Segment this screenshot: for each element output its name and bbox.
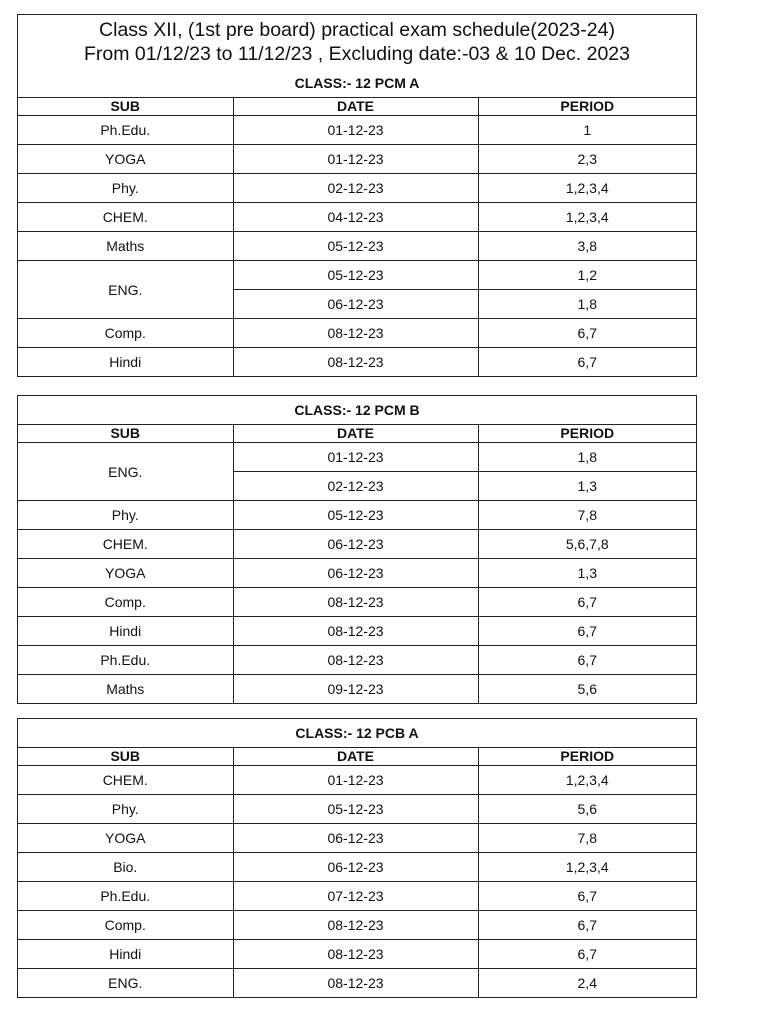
date-cell: 08-12-23 — [233, 969, 478, 998]
period-cell: 1,2,3,4 — [478, 766, 696, 795]
period-cell: 2,3 — [478, 145, 696, 174]
table-row — [18, 261, 696, 290]
table-row — [18, 911, 696, 940]
table-row — [18, 348, 696, 377]
table-row — [18, 501, 696, 530]
period-cell: 6,7 — [478, 646, 696, 675]
date-cell: 09-12-23 — [233, 675, 478, 704]
period-cell: 1,2 — [478, 261, 696, 290]
subject-cell: Bio. — [18, 853, 233, 882]
date-cell: 01-12-23 — [233, 145, 478, 174]
period-cell: 2,4 — [478, 969, 696, 998]
period-cell: 6,7 — [478, 882, 696, 911]
column-header-date: DATE — [233, 425, 478, 443]
subject-cell: Comp. — [18, 588, 233, 617]
table-row — [18, 559, 696, 588]
table-row — [18, 940, 696, 969]
table-row — [18, 203, 696, 232]
date-cell: 07-12-23 — [233, 882, 478, 911]
table-row — [18, 646, 696, 675]
period-cell: 1 — [478, 116, 696, 145]
schedule-block-pcm-a — [17, 14, 697, 377]
column-header-period: PERIOD — [478, 425, 696, 443]
subject-cell: Ph.Edu. — [18, 116, 233, 145]
period-cell: 1,3 — [478, 559, 696, 588]
subject-cell: Hindi — [18, 940, 233, 969]
subject-cell: CHEM. — [18, 766, 233, 795]
subject-cell: ENG. — [18, 261, 233, 319]
column-header-date: DATE — [233, 98, 478, 116]
class-header-row — [18, 69, 696, 98]
column-header-period: PERIOD — [478, 748, 696, 766]
date-cell: 05-12-23 — [233, 795, 478, 824]
table-row — [18, 824, 696, 853]
date-cell: 08-12-23 — [233, 646, 478, 675]
subject-cell: Comp. — [18, 911, 233, 940]
subject-cell: Maths — [18, 232, 233, 261]
date-cell: 08-12-23 — [233, 319, 478, 348]
subject-cell: Ph.Edu. — [18, 646, 233, 675]
subject-cell: Maths — [18, 675, 233, 704]
date-cell: 06-12-23 — [233, 530, 478, 559]
schedule-block-pcb-a — [17, 718, 697, 998]
date-cell: 06-12-23 — [233, 559, 478, 588]
schedule-block-pcm-b — [17, 395, 697, 704]
period-cell: 1,8 — [478, 290, 696, 319]
date-cell: 08-12-23 — [233, 348, 478, 377]
date-cell: 08-12-23 — [233, 911, 478, 940]
period-cell: 3,8 — [478, 232, 696, 261]
page-title — [18, 15, 696, 69]
subject-cell: ENG. — [18, 443, 233, 501]
column-header-row — [18, 98, 696, 116]
table-row — [18, 588, 696, 617]
subject-cell: YOGA — [18, 559, 233, 588]
subject-cell: Phy. — [18, 501, 233, 530]
column-header-period: PERIOD — [478, 98, 696, 116]
period-cell: 5,6,7,8 — [478, 530, 696, 559]
date-cell: 08-12-23 — [233, 588, 478, 617]
subject-cell: Comp. — [18, 319, 233, 348]
class-label: CLASS:- 12 PCM A — [18, 69, 696, 98]
subject-cell: Hindi — [18, 348, 233, 377]
table-row — [18, 530, 696, 559]
subject-cell: ENG. — [18, 969, 233, 998]
period-cell: 1,8 — [478, 443, 696, 472]
period-cell: 6,7 — [478, 940, 696, 969]
period-cell: 1,3 — [478, 472, 696, 501]
date-cell: 02-12-23 — [233, 174, 478, 203]
subject-cell: Phy. — [18, 795, 233, 824]
title-line-1: Class XII, (1st pre board) practical exam schedule(2023-24) — [99, 19, 615, 41]
subject-cell: Phy. — [18, 174, 233, 203]
period-cell: 6,7 — [478, 319, 696, 348]
period-cell: 6,7 — [478, 617, 696, 646]
column-header-date: DATE — [233, 748, 478, 766]
column-header-row — [18, 748, 696, 766]
table-row — [18, 766, 696, 795]
date-cell: 05-12-23 — [233, 261, 478, 290]
period-cell: 1,2,3,4 — [478, 203, 696, 232]
period-cell: 6,7 — [478, 911, 696, 940]
date-cell: 01-12-23 — [233, 116, 478, 145]
class-label: CLASS:- 12 PCM B — [18, 396, 696, 425]
column-header-sub: SUB — [18, 425, 233, 443]
table-row — [18, 882, 696, 911]
table-row — [18, 675, 696, 704]
column-header-row — [18, 425, 696, 443]
period-cell: 7,8 — [478, 501, 696, 530]
period-cell: 5,6 — [478, 675, 696, 704]
table-row — [18, 319, 696, 348]
date-cell: 06-12-23 — [233, 853, 478, 882]
date-cell: 02-12-23 — [233, 472, 478, 501]
date-cell: 08-12-23 — [233, 617, 478, 646]
title-line-2: From 01/12/23 to 11/12/23 , Excluding date:-03 & 10 Dec. 2023 — [84, 43, 630, 65]
class-header-row — [18, 396, 696, 425]
class-label: CLASS:- 12 PCB A — [18, 719, 696, 748]
subject-cell: YOGA — [18, 145, 233, 174]
table-row — [18, 617, 696, 646]
date-cell: 05-12-23 — [233, 501, 478, 530]
date-cell: 01-12-23 — [233, 766, 478, 795]
table-row — [18, 969, 696, 998]
table-row — [18, 443, 696, 472]
period-cell: 5,6 — [478, 795, 696, 824]
subject-cell: Hindi — [18, 617, 233, 646]
subject-cell: Ph.Edu. — [18, 882, 233, 911]
table-row — [18, 795, 696, 824]
date-cell: 06-12-23 — [233, 290, 478, 319]
date-cell: 08-12-23 — [233, 940, 478, 969]
period-cell: 1,2,3,4 — [478, 853, 696, 882]
subject-cell: YOGA — [18, 824, 233, 853]
date-cell: 05-12-23 — [233, 232, 478, 261]
table-row — [18, 174, 696, 203]
table-row — [18, 145, 696, 174]
subject-cell: CHEM. — [18, 530, 233, 559]
subject-cell: CHEM. — [18, 203, 233, 232]
column-header-sub: SUB — [18, 98, 233, 116]
table-row — [18, 853, 696, 882]
date-cell: 06-12-23 — [233, 824, 478, 853]
period-cell: 7,8 — [478, 824, 696, 853]
period-cell: 1,2,3,4 — [478, 174, 696, 203]
column-header-sub: SUB — [18, 748, 233, 766]
period-cell: 6,7 — [478, 588, 696, 617]
date-cell: 04-12-23 — [233, 203, 478, 232]
class-header-row — [18, 719, 696, 748]
table-row — [18, 232, 696, 261]
period-cell: 6,7 — [478, 348, 696, 377]
date-cell: 01-12-23 — [233, 443, 478, 472]
table-row — [18, 116, 696, 145]
